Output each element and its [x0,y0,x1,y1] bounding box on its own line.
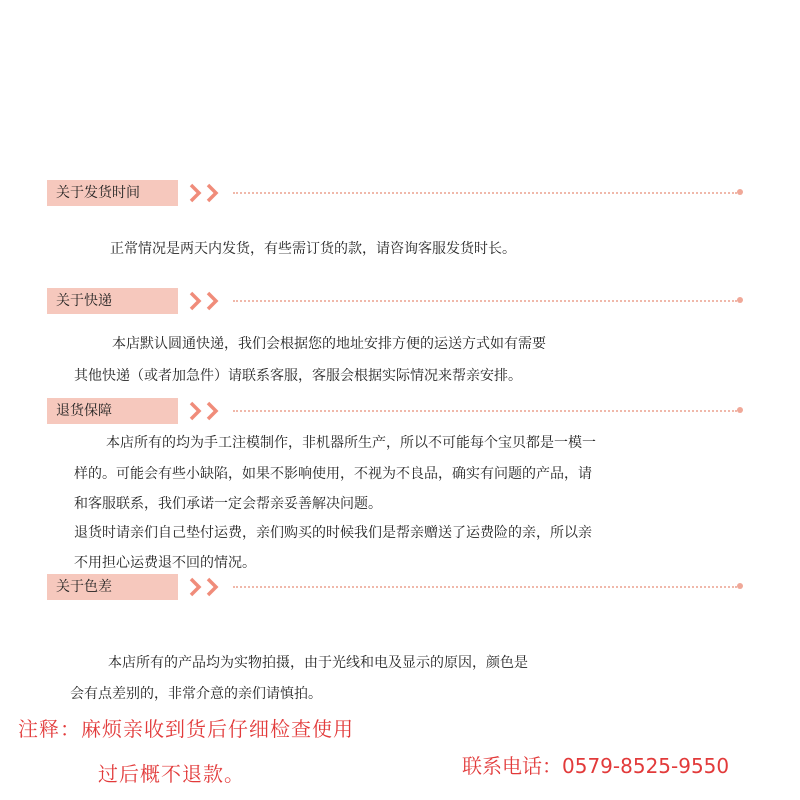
divider-end-dot [737,583,743,589]
warning-note-line1: 注释：麻烦亲收到货后仔细检查使用 [18,717,354,741]
contact-phone: 联系电话：0579-8525-9550 [462,754,730,778]
section-header-return-guarantee [47,398,747,424]
section-header-courier [47,288,747,314]
paragraph-line: 不用担心运费退不回的情况。 [74,555,256,571]
paragraph-line: 本店所有的产品均为实物拍摄，由于光线和电及显示的原因，颜色是 [108,655,528,671]
section-header-color-difference [47,574,747,600]
dotted-divider [233,300,737,302]
section-header-shipping-time [47,180,747,206]
paragraph-line: 正常情况是两天内发货，有些需订货的款，请咨询客服发货时长。 [110,241,516,257]
chevron-right-icon [204,577,224,597]
warning-note-line2: 过后概不退款。 [98,762,245,786]
chevron-right-icon [204,291,224,311]
section-title: 退货保障 [47,398,178,424]
divider-end-dot [737,407,743,413]
chevron-right-icon [204,401,224,421]
paragraph-line: 退货时请亲们自己垫付运费，亲们购买的时候我们是帮亲赠送了运费险的亲，所以亲 [74,525,592,541]
paragraph-line: 本店所有的均为手工注模制作，非机器所生产，所以不可能每个宝贝都是一模一 [106,435,596,451]
paragraph-line: 会有点差别的，非常介意的亲们请慎拍。 [70,686,322,702]
paragraph-line: 本店默认圆通快递，我们会根据您的地址安排方便的运送方式如有需要 [112,336,546,352]
dotted-divider [233,586,737,588]
divider-end-dot [737,189,743,195]
dotted-divider [233,410,737,412]
dotted-divider [233,192,737,194]
divider-end-dot [737,297,743,303]
paragraph-line: 其他快递（或者加急件）请联系客服，客服会根据实际情况来帮亲安排。 [74,368,522,384]
paragraph-line: 和客服联系，我们承诺一定会帮亲妥善解决问题。 [74,496,382,512]
section-title: 关于快递 [47,288,178,314]
section-title: 关于色差 [47,574,178,600]
section-title: 关于发货时间 [47,180,178,206]
chevron-right-icon [204,183,224,203]
paragraph-line: 样的。可能会有些小缺陷，如果不影响使用，不视为不良品，确实有问题的产品，请 [74,466,592,482]
